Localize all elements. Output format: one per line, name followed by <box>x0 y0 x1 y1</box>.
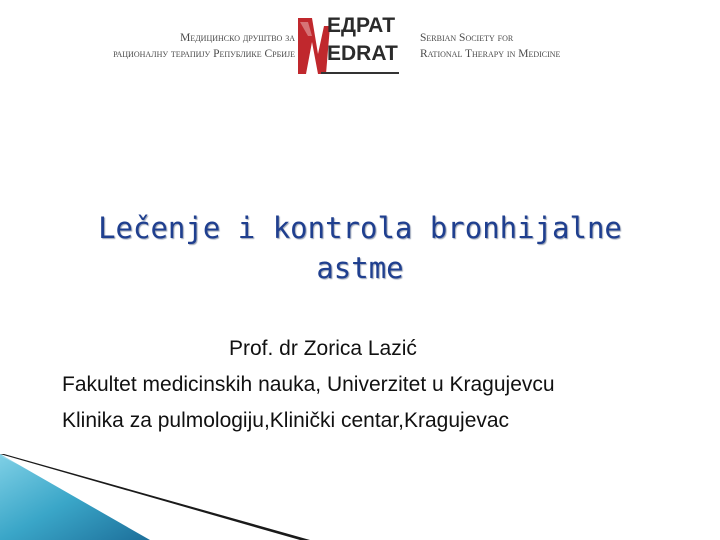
slide-title <box>40 208 680 288</box>
author-name: Prof. dr Zorica Lazić <box>229 337 417 360</box>
slide-title-line1: Lečenje i kontrola bronhijalne <box>98 211 622 245</box>
society-name-serbian-line1: Медицинско друштво за <box>180 32 295 44</box>
decorative-swoosh <box>0 450 720 540</box>
society-name-serbian-line2: рационалну терапију Републике Србије <box>113 48 295 60</box>
logo-underline <box>321 72 399 74</box>
header <box>0 0 720 90</box>
slide-title-line2: astme <box>316 251 404 285</box>
medrat-logo <box>296 14 406 78</box>
teal-wedge <box>0 454 150 540</box>
logo-text-cyrillic: ЕДРАТ <box>327 14 396 37</box>
affiliation-faculty: Fakultet medicinskih nauka, Univerzitet u Kragujevcu <box>62 373 555 396</box>
society-name-serbian <box>70 30 295 62</box>
society-name-english-line2: Rational Therapy in Medicine <box>420 48 561 60</box>
logo-text-latin: EDRAT <box>327 42 398 65</box>
affiliation-clinic: Klinika za pulmologiju,Klinički centar,Kragujevac <box>62 409 510 432</box>
society-name-english-line1: Serbian Society for <box>420 32 514 44</box>
society-name-english <box>420 30 620 62</box>
